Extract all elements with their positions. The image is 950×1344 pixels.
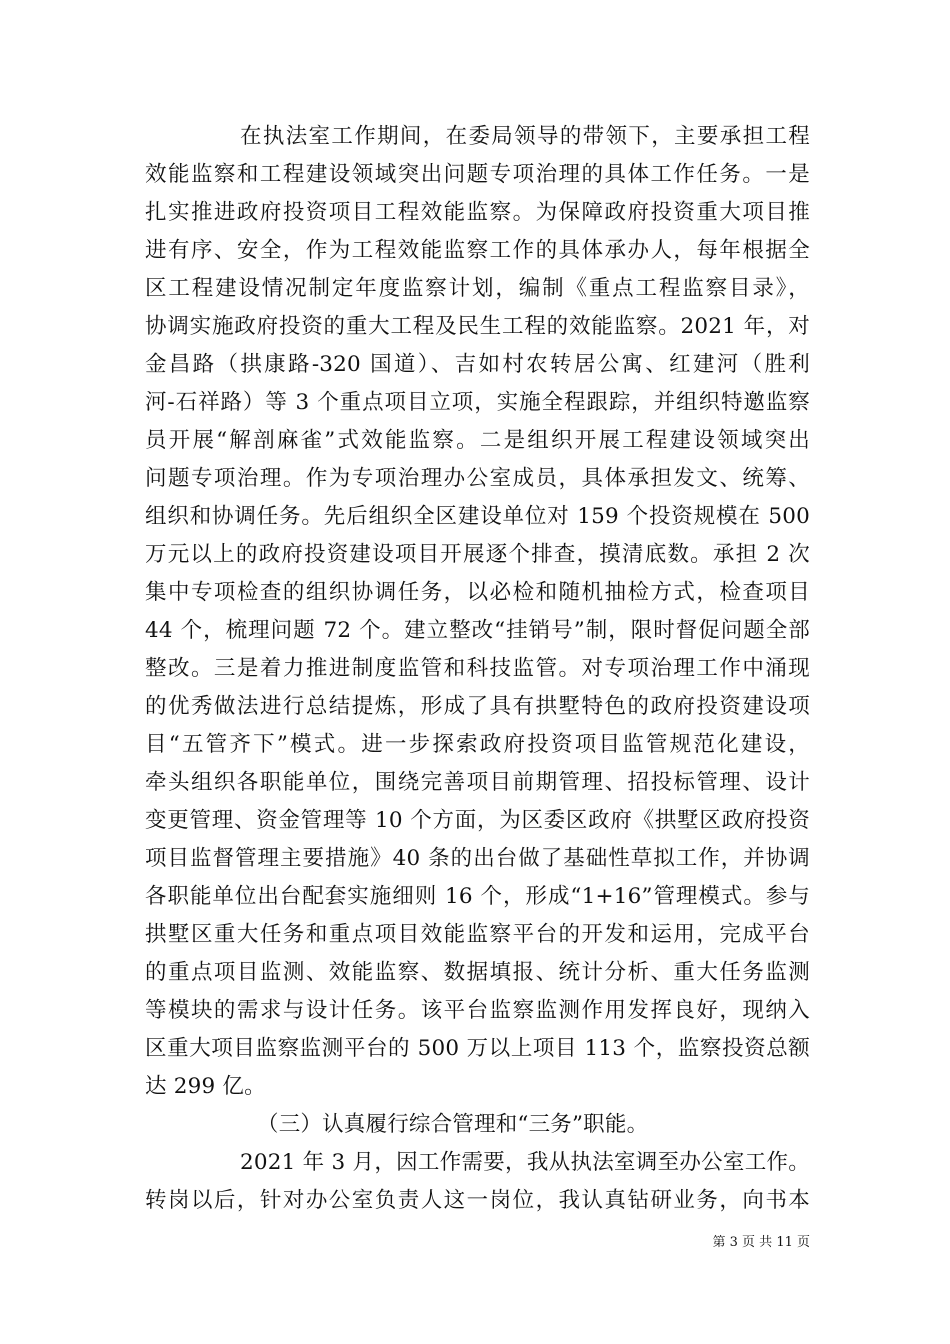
paragraph-line: 区工程建设情况制定年度监察计划，编制《重点工程监察目录》， <box>145 276 810 301</box>
paragraph-line: 万元以上的政府投资建设项目开展逐个排查，摸清底数。承担 2 次 <box>145 542 810 567</box>
paragraph-line: 集中专项检查的组织协调任务，以必检和随机抽检方式，检查项目 <box>145 580 810 605</box>
paragraph-line: 变更管理、资金管理等 10 个方面，为区委区政府《拱墅区政府投资 <box>145 808 810 833</box>
paragraph-line: 扎实推进政府投资项目工程效能监察。为保障政府投资重大项目推 <box>145 200 810 225</box>
paragraph-line: 效能监察和工程建设领域突出问题专项治理的具体工作任务。一是 <box>145 162 810 187</box>
paragraph-line: 达 299 亿。 <box>145 1074 266 1099</box>
paragraph-line: 进有序、安全，作为工程效能监察工作的具体承办人，每年根据全 <box>145 238 810 263</box>
paragraph-line: 组织和协调任务。先后组织全区建设单位对 159 个投资规模在 500 <box>145 504 810 529</box>
paragraph-line: 河-石祥路）等 3 个重点项目立项，实施全程跟踪，并组织特邀监察 <box>145 390 810 415</box>
paragraph-line: 目“五管齐下”模式。进一步探索政府投资项目监管规范化建设， <box>145 732 810 757</box>
paragraph-line: 协调实施政府投资的重大工程及民生工程的效能监察。2021 年，对 <box>145 314 810 339</box>
paragraph-line: 区重大项目监察监测平台的 500 万以上项目 113 个，监察投资总额 <box>145 1036 810 1061</box>
paragraph-line: 问题专项治理。作为专项治理办公室成员，具体承担发文、统筹、 <box>145 466 810 491</box>
paragraph-line: 整改。三是着力推进制度监管和科技监管。对专项治理工作中涌现 <box>145 656 810 681</box>
page-number-footer: 第 3 页 共 11 页 <box>712 1235 810 1250</box>
paragraph-line: 金昌路（拱康路-320 国道）、吉如村农转居公寓、红建河（胜利 <box>145 352 810 377</box>
paragraph-line: 拱墅区重大任务和重点项目效能监察平台的开发和运用，完成平台 <box>145 922 810 947</box>
paragraph-line: 项目监督管理主要措施》40 条的出台做了基础性草拟工作，并协调 <box>145 846 810 871</box>
paragraph-line: 的优秀做法进行总结提炼，形成了具有拱墅特色的政府投资建设项 <box>145 694 810 719</box>
paragraph-line: 2021 年 3 月，因工作需要，我从执法室调至办公室工作。 <box>240 1150 810 1175</box>
paragraph-line: 的重点项目监测、效能监察、数据填报、统计分析、重大任务监测 <box>145 960 810 985</box>
section-heading: （三）认真履行综合管理和“三务”职能。 <box>257 1112 649 1137</box>
paragraph-line: 转岗以后，针对办公室负责人这一岗位，我认真钻研业务，向书本 <box>145 1188 810 1213</box>
paragraph-line: 44 个，梳理问题 72 个。建立整改“挂销号”制，限时督促问题全部 <box>145 618 810 643</box>
paragraph-line: 牵头组织各职能单位，围绕完善项目前期管理、招投标管理、设计 <box>145 770 810 795</box>
paragraph-line: 等模块的需求与设计任务。该平台监察监测作用发挥良好，现纳入 <box>145 998 810 1023</box>
paragraph-line: 各职能单位出台配套实施细则 16 个，形成“1+16”管理模式。参与 <box>145 884 810 909</box>
paragraph-line: 员开展“解剖麻雀”式效能监察。二是组织开展工程建设领域突出 <box>145 428 810 453</box>
paragraph-line: 在执法室工作期间，在委局领导的带领下，主要承担工程 <box>240 124 810 149</box>
